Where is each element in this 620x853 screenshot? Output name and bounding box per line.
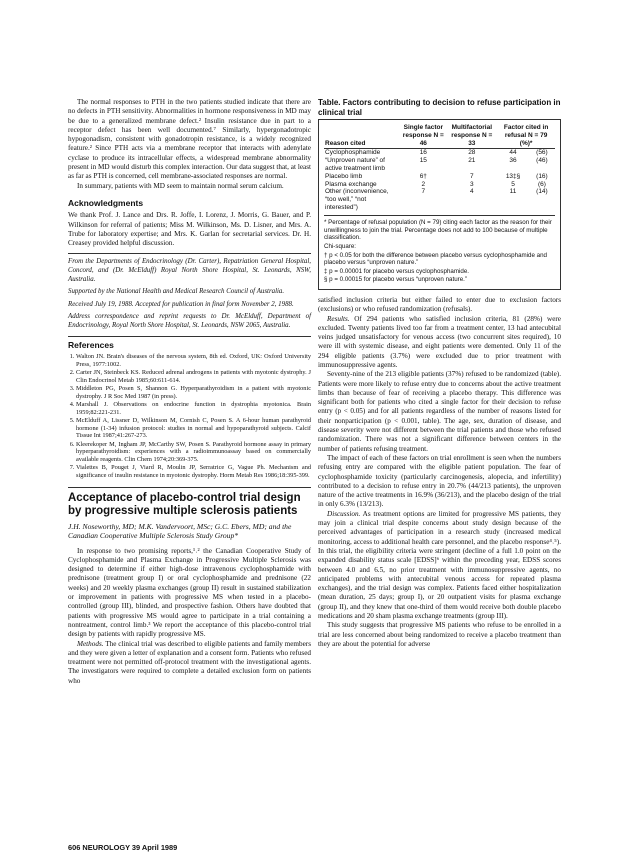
reference-item: 2. Carter JN, Steinbeck KS. Reduced adrenal androgens in patients with myotonic dystrophy. J Clin Endocrinol Metab 1985;60:611-614.: [76, 369, 311, 384]
table-row: [324, 148, 555, 156]
reference-item: 7. Vialettes B, Pouget J, Viard R, Moulin JP, Serratrice G, Vague Ph. Mechanism and significance of insulin resistance in myotonic dystrophy. Horm Metab Res 1986;18:395-399.: [76, 464, 311, 479]
row-multi: 7: [470, 172, 474, 180]
results-paragraph: [318, 315, 561, 371]
refusal-paragraph: Seventy-nine of the 213 eligible patients (37%) refused to be randomized (table). Patients were more likely to refuse entry due to concerns about the active treatment limbs than because of fear of receiving a placebo therapy. This difference was significant both for patients who cited a single factor for their decision to refuse entry (p < 0.05) and for all patients regardless of the number of reasons listed for their nonparticipation (p < 0.001, table). The age, sex, duration of disease, and disease severity were not different between the trial patients and those who refused randomization. There was not a significant difference between centers in the number of patients refusing treatment.: [318, 370, 561, 453]
row-multi: 28: [468, 148, 476, 156]
row-multi: 21: [468, 156, 476, 164]
row-multi: 3: [470, 180, 474, 188]
table-row: [324, 181, 555, 189]
row-reason: Cyclophosphamide: [325, 148, 381, 156]
references-heading: References: [68, 339, 114, 350]
column-header: Single factor response N = 46: [402, 124, 444, 147]
address-note: Address correspondence and reprint requests to Dr. McElduff, Department of Endocrinology, Royal North Shore Hospital, St. Leonards, NSW 2065, Australia.: [68, 313, 311, 330]
row-single: 16: [419, 148, 427, 156]
row-single: 6†: [419, 172, 427, 180]
results-label: Results.: [327, 314, 350, 323]
row-count: 36: [509, 156, 517, 164]
results-text: Of 294 patients who satisfied inclusion criteria, 81 (28%) were excluded. Twenty patients lived too far from a treatment center, 13 had antecubital veins judged unsatisfactory for venous access (two concurrent sites required), 10 were ill with systemic disease, and eight patients were demented. Only 11 of the 294 eligible patients (3.7%) were excluded due to prior treatment with immunosuppressive agents.: [318, 314, 561, 369]
received-note: Received July 19, 1988. Accepted for publication in final form November 2, 1988.: [68, 300, 294, 308]
row-multi: 4: [470, 188, 474, 196]
acknowledgments-paragraph: We thank Prof. J. Lance and Drs. R. Joffe, I. Lorenz, J. Morris, G. Bauer, and P. Wilkinson for referral of patients; Miss M. Wilkinson, Ms. D. Lisner, and Mrs. A. Trube for laboratory expertise; and Mrs. K. Garlan for secretarial services. Dr. H. Creasey provided helpful discussion.: [68, 211, 311, 248]
intro-paragraph: The normal responses to PTH in the two patients studied indicate that there are no defects in PTH sensitivity. Abnormalities in hormone responsiveness in MD may be due to a generalized membrane defect.² Insulin resistance due in part to a receptor defect has been well documented.⁷ Similarly, hypergonadotropic hypogonadism, consistent with gonadotropin resistance, is a widely recognized feature.² Since PTH acts via a membrane receptor that interacts with adenylate cyclase to produce its intracellular effects, a widespread membrane abnormality present in MD would disturb this complex interaction. Our data suggest that, at least as far as PTH is concerned, cell membrane-associated responses are normal.: [68, 98, 311, 181]
row-single: 15: [419, 156, 427, 164]
row-reason: Plasma exchange: [325, 180, 377, 188]
row-count: 13‡§: [505, 172, 521, 180]
refusal-factors-table: [324, 124, 555, 212]
summary-paragraph: In summary, patients with MD seem to maintain normal serum calcium.: [77, 181, 284, 190]
continued-paragraph: satisfied inclusion criteria but either failed to enter due to exclusion factors (exclusions) or who refused randomization (refusals).: [318, 295, 561, 314]
table-row: [324, 173, 555, 181]
methods-text: The clinical trial was described to eligible patients and family members and they were given a letter of explanation and a consent form. Patients who refused treatment were not permitted off-protocol treatment with the investigational agents. The investigators were required to complete a detailed exclusion form on patients who: [68, 639, 311, 685]
row-count: 11: [509, 188, 517, 196]
methods-label: Methods.: [77, 639, 104, 648]
table-row: [324, 188, 555, 212]
reference-item: 4. Marshall J. Observations on endocrine function in dystrophia myotonica. Brain 1959;82:221-231.: [76, 401, 311, 416]
discussion-text: As treatment options are limited for progressive MS patients, they may join a clinical trial despite concerns about study design because of the perceived advantages of participation in a research study (increased medical monitoring, access to additional health care personnel, and the placebo response⁴˒⁵). In this trial, the eligibility criteria were stringent (decline of a full 1.0 point on the expanded disability status scale [EDSS]⁶ within the preceding year, EDSS scores between 4.0 and 6.5, no prior treatment with immunosuppressive agents, no anticipated problems with antecubital venous access for repeated plasma exchanges), and the trial design was complex. Patients faced either hospitalization (mean duration, 25 days; group I), or 20 outpatient visits for plasma exchange (group II), and they knew that one-third of them would receive both double placebo medications and 20 sham plasma exchange treatments (group III).: [318, 509, 561, 620]
article-divider: [68, 487, 311, 488]
column-header: Reason cited: [325, 140, 366, 147]
discussion-label: Discussion.: [327, 509, 361, 518]
divider: [68, 336, 311, 337]
table-divider: [324, 215, 555, 216]
chi-square-note: ‡ p = 0.00001 for placebo versus cyclophosphamide.: [324, 267, 469, 275]
row-reason: Placebo limb: [325, 172, 363, 180]
table-row: [324, 157, 555, 173]
reference-item: 3. Middleton PG, Posen S, Shannon G. Hyperparathyroidism in a patient with myotonic dystrophy. J R Soc Med 1987 (in press).: [76, 385, 311, 400]
impact-paragraph: The impact of each of these factors on trial enrollment is seen when the numbers refusing entry are compared with the eligible patient population. The fear of cyclophosphamide toxicity (particularly carcinogenesis, alopecia, and infertility) contributed to a decision to refuse entry in 20.7% (44/213 patients), the unproven nature of the active treatments in 16.9% (36/213), and the placebo design of the trial in only 6.3% (13/213).: [318, 453, 561, 509]
row-reason: “Unproven nature” of active treatment limb: [325, 156, 385, 172]
affiliation-note: From the Departments of Endocrinology (Dr. Carter), Repatriation General Hospital, Concord, and (Dr. McElduff) Royal North Shore Hospital, St. Leonards, NSW, Australia.: [68, 258, 311, 283]
acknowledgments-heading: Acknowledgments: [68, 197, 144, 208]
row-pct: (14): [536, 188, 548, 196]
methods-paragraph: [68, 640, 311, 686]
chi-square-note: § p = 0.00015 for placebo versus “unproven nature.”: [324, 276, 467, 284]
final-paragraph: This study suggests that progressive MS patients who refuse to be enrolled in a trial are less concerned about being randomized to receive a placebo treatment than they are about the potential for adverse: [318, 621, 561, 648]
discussion-paragraph: [318, 510, 561, 622]
table-header-row: [324, 124, 555, 148]
row-pct: (56): [536, 148, 548, 156]
row-pct: (46): [536, 156, 548, 164]
left-column: [68, 98, 311, 686]
chi-square-note: † p < 0.05 for both the difference between placebo versus cyclophosphamide and placebo versus “unproven nature.”: [324, 251, 547, 267]
row-single: 7: [421, 188, 426, 196]
article-intro-paragraph: In response to two promising reports,¹˒² the Canadian Cooperative Study of Cyclophosphamide and Plasma Exchange in Progressive Multiple Sclerosis was designed to determine if either high-dose intravenous cyclophosphamide with prednisone (treatment group I) or oral cyclophosphamide and prednisone (22 weeks) and 20 weekly plasma exchanges (group II) result in sustained stabilization or improvement in patients with progressive MS when tested in a placebo-controlled (group III), blinded, and prospective fashion. Others have doubted that patients with progressive MS would agree to participate in a trial containing a nontreatment, control limb.³ We report the acceptance of this placebo-control trial design by patients with rapidly progressive MS.: [68, 546, 311, 639]
row-single: 2: [421, 180, 426, 188]
reference-list: [68, 353, 311, 480]
reference-item: 5. McElduff A, Lissner D, Wilkinson M, Cornish C, Posen S. A 6-hour human parathyroid hormone (1-34) infusion protocol: studies in normal and hypoparathyroid subjects. Calcif Tissue Int 1987;41:267-273.: [76, 417, 311, 440]
chi-square-label: Chi-square:: [324, 242, 356, 250]
table-notes: [324, 219, 555, 284]
column-header: Multifactorial response N = 33: [451, 124, 493, 147]
article-title: Acceptance of placebo-control trial design by progressive multiple sclerosis patients: [68, 491, 301, 517]
table-box: [318, 119, 561, 290]
table-footnote: * Percentage of refusal population (N = 79) citing each factor as the reason for their unwillingness to join the trial. Percentage does not add to 100 because of multiple classification.: [324, 219, 552, 242]
article-authors: J.H. Noseworthy, MD; M.K. Vandervoort, MSc; G.C. Ebers, MD; and the Canadian Cooperative Multiple Sclerosis Study Group*: [68, 521, 292, 541]
right-column: [318, 98, 561, 649]
reference-item: 6. Kleerekoper M, Ingham JP, McCarthy SW, Posen S. Parathyroid hormone assay in primary hyperparathyroidism: experiences with a radioimmunoassay based on commercially available reagents. Clin Chem 1974;20:369-375.: [76, 441, 311, 464]
row-pct: (6): [537, 180, 546, 188]
support-note: Supported by the National Health and Medical Research Council of Australia.: [68, 288, 285, 296]
page-footer: 606 NEUROLOGY 39 April 1989: [68, 843, 178, 852]
reference-item: 1. Walton JN. Brain's diseases of the nervous system, 8th ed. Oxford, UK: Oxford University Press, 1977:1002.: [76, 353, 311, 368]
row-reason: Other (inconvenience, “too well,” “not interested”): [325, 188, 389, 212]
divider: [68, 253, 311, 254]
table-title: Table. Factors contributing to decision to refuse participation in clinical trial: [318, 98, 561, 117]
row-count: 44: [509, 148, 517, 156]
row-pct: (16): [536, 172, 548, 180]
column-header: Factor cited in refusal N = 79 (%)*: [503, 124, 549, 147]
row-count: 5: [511, 180, 515, 188]
